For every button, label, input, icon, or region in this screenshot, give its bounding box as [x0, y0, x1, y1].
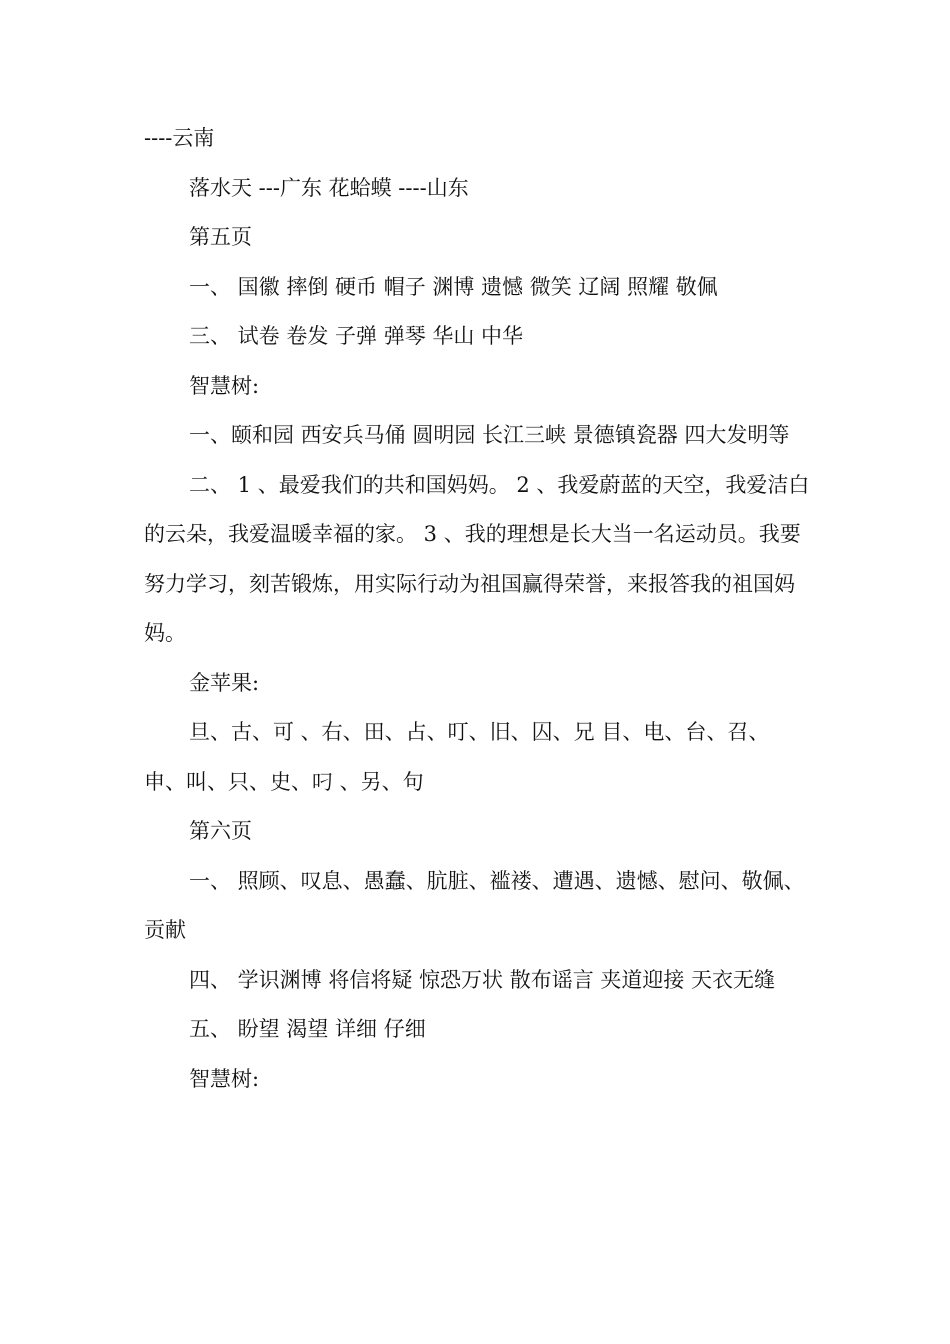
text-paragraph: 一、颐和园 西安兵马俑 圆明园 长江三峡 景德镇瓷器 四大发明等 — [189, 423, 790, 447]
text-paragraph: 二、 1 、最爱我们的共和国妈妈。 2 、我爱蔚蓝的天空，我爱洁白的云朵，我爱温暖幸福的家。 3 、我的理想是长大当一名运动员。我要努力学习，刻苦锻炼，用实际行动为祖国赢得荣誉，来报答我的祖国妈妈。 — [144, 472, 810, 645]
section-heading: 智慧树: — [189, 373, 260, 398]
text-line: 一、 国徽 摔倒 硬币 帽子 渊博 遗憾 微笑 辽阔 照耀 敬佩 — [189, 274, 718, 299]
section-heading: 第六页 — [189, 819, 252, 843]
document-body — [144, 114, 810, 1104]
text-line: 五、 盼望 渴望 详细 仔细 — [189, 1017, 426, 1041]
text-line: 三、 试卷 卷发 子弹 弹琴 华山 中华 — [189, 324, 524, 348]
text-line: 落水天 ---广东 花蛤蟆 ----山东 — [189, 175, 469, 200]
section-heading: 第五页 — [189, 225, 252, 249]
section-heading: 金苹果: — [189, 670, 260, 695]
text-paragraph: 旦、古、可 、右、田、占、叮、旧、囚、兄 目、电、台、召、申、叫、只、史、叼 、另、句 — [144, 720, 770, 794]
text-line: ----云南 — [144, 126, 215, 150]
text-paragraph: 一、 照顾、叹息、愚蠢、肮脏、褴褛、遭遇、遗憾、慰问、敬佩、贡献 — [144, 868, 805, 942]
section-heading: 智慧树: — [189, 1066, 260, 1091]
text-paragraph: 四、 学识渊博 将信将疑 惊恐万状 散布谣言 夹道迎接 天衣无缝 — [189, 967, 776, 992]
